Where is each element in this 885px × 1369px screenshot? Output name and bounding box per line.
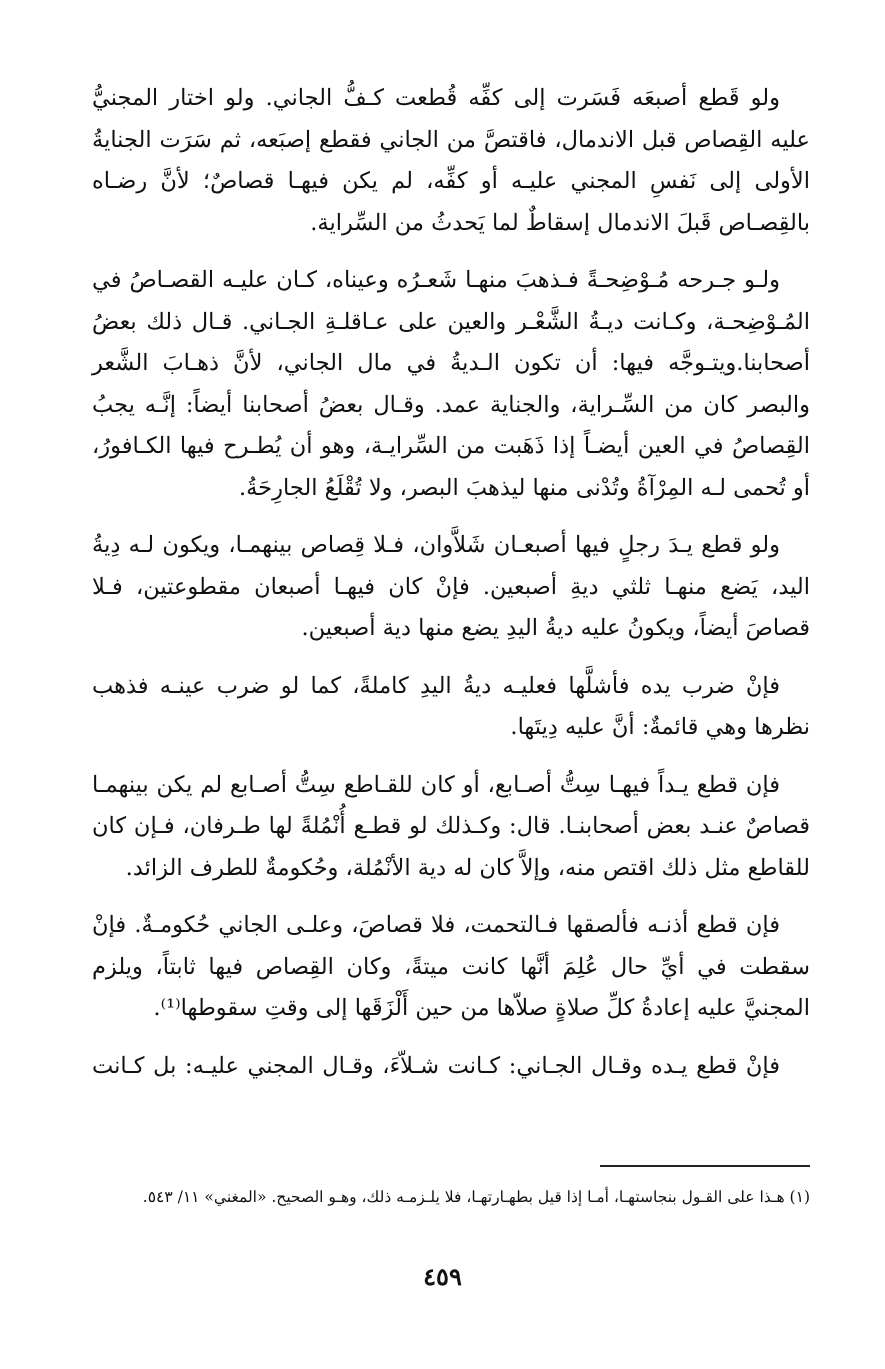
page-body	[92, 78, 810, 1087]
paragraph-7: فإنْ قطع يـده وقـال الجـاني: كـانت شـلاّءَ، وقـال المجني عليـه: بل كـانت	[92, 1052, 780, 1079]
footnote-separator	[600, 1165, 810, 1167]
page-number: ٤٥٩	[423, 1262, 462, 1291]
paragraph-4: فإنْ ضرب يده فأشلَّها فعليـه ديةُ اليدِ كاملةً، كما لو ضرب عينـه فذهب نظرها وهي قائمةٌ: أنَّ عليه دِيتَها.	[92, 672, 810, 740]
paragraph-2: ولـو جـرحه مُـوْضِحـةً فـذهبَ منهـا شَعـرُه وعيناه، كـان عليـه القصـاصُ في المُـوْضِحـة، وكـانت ديـةُ الشَّعْـر والعين على عـاقلـةِ الجـاني. قـال ذلك بعضُ أصحابنا.ويتـوجَّه فيها: أن تكون الـديةُ في مال الجاني، لأنَّ ذهـابَ الشَّعر والبصر كان من السِّـراية، والجناية عمد. وقـال بعضُ أصحابنا أيضاً: إنَّـه يجبُ القِصاصُ في العين أيضـاً إذا ذَهَبت من السِّرايـة، وهو أن يُطـرح فيها الكـافورُ، أو تُحمى لـه المِرْآةُ وتُدْنى منها ليذهبَ البصر، ولا تُقْلَعُ الجارِحَةُ.	[92, 267, 810, 501]
footnote: (١) هـذا على القـول بنجاستهـا، أمـا إذا قيل بطهـارتهـا، فلا يلـزمـه ذلك، وهـو الصحيح. «المغني» ١١/ ٥٤٣.	[142, 1188, 810, 1206]
paragraph-1: ولو قَطع أصبعَه فَسَرت إلى كفِّه قُطعت كـفُّ الجاني. ولو اختار المجنيُّ عليه القِصاص قبل الاندمال، فاقتصَّ من الجاني فقطع إصبَعه، ثم سَرَت الجنايةُ الأولى إلى نَفسِ المجني عليـه أو كفِّه، لم يكن فيهـا قصاصٌ؛ لأنَّ رضـاه بالقِصـاص قَبلَ الاندمال إسقاطٌ لما يَحدثُ من السِّراية.	[92, 85, 810, 236]
paragraph-3: ولو قطع يـدَ رجلٍ فيها أصبعـان شَلاَّوان، فـلا قِصاص بينهمـا، ويكون لـه دِيةُ اليد، يَضع منهـا ثلثي ديةِ أصبعين. فإنْ كان فيهـا أصبعان مقطوعتين، فـلا قصاصَ أيضاً، ويكونُ عليه ديةُ اليدِ يضع منها دية أصبعين.	[92, 532, 810, 641]
paragraph-5: فإن قطع يـداً فيهـا سِتُّ أصـابع، أو كان للقـاطع سِتُّ أصـابع لم يكن بينهمـا قصاصٌ عنـد بعض أصحابنـا. قال: وكـذلك لو قطـع أُنْمُلةً لها طـرفان، فـإن كان للقاطع مثل ذلك اقتص منه، وإلاَّ كان له دية الأنْمُلة، وحُكومةٌ للطرف الزائد.	[92, 771, 810, 881]
paragraph-6: فإن قطع أذنـه فألصقها فـالتحمت، فلا قصاصَ، وعلـى الجاني حُكومـةٌ. فإنْ سقطت في أيِّ حال عُلِمَ أنَّها كانت ميتةً، وكان القِصاص فيها ثابتاً، ويلزم المجنيَّ عليه إعادةُ كلِّ صلاةٍ صلاّها من حين أَلْزَقَها إلى وقتِ سقوطها⁽¹⁾.	[92, 912, 810, 1021]
